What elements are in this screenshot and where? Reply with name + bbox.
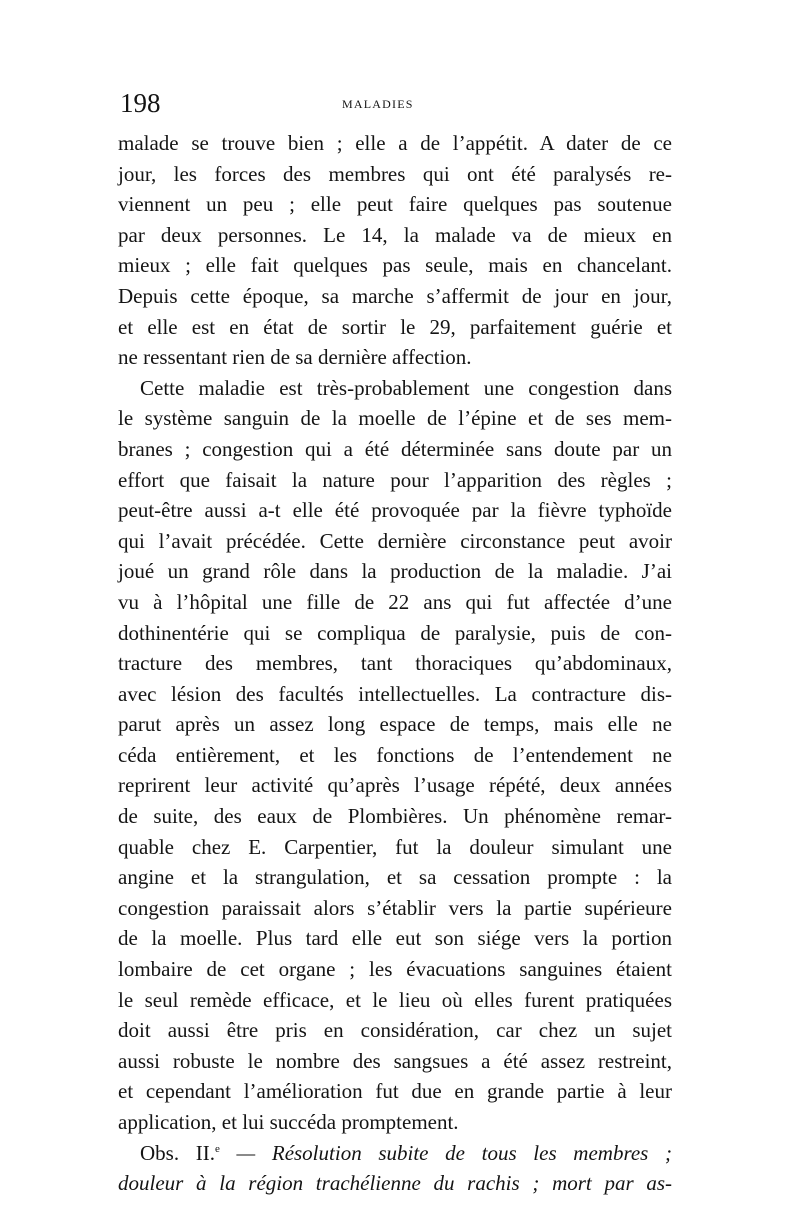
text-line: par deux personnes. Le 14, la malade va de mieux en <box>118 222 672 247</box>
text-line: peut-être aussi a-t elle été provoquée par la fièvre typhoïde <box>118 498 672 523</box>
observation-title: — Résolution subite de tous les membres ; <box>219 1140 672 1165</box>
body-text <box>118 128 672 1199</box>
text-line: joué un grand rôle dans la production de la maladie. J’ai <box>118 559 672 584</box>
text-line: qui l’avait précédée. Cette dernière circonstance peut avoir <box>118 528 672 553</box>
page-number: 198 <box>120 88 161 118</box>
text-line: branes ; congestion qui a été déterminée sans doute par un <box>118 436 672 461</box>
text-line: céda entièrement, et les fonctions de l’entendement ne <box>118 742 672 767</box>
running-head-title: MALADIES <box>342 97 414 111</box>
text-line: effort que faisait la nature pour l’apparition des règles ; <box>118 467 672 492</box>
text-line: et cependant l’amélioration fut due en grande partie à leur <box>118 1079 672 1104</box>
text-line: avec lésion des facultés intellectuelles. La contracture dis- <box>118 681 672 706</box>
observation-heading <box>118 1138 672 1169</box>
observation-label: Obs. II. <box>140 1140 215 1165</box>
text-line: de suite, des eaux de Plombières. Un phénomène remar- <box>118 804 672 829</box>
text-line: tracture des membres, tant thoraciques qu’abdominaux, <box>118 651 672 676</box>
text-line: lombaire de cet organe ; les évacuations sanguines étaient <box>118 957 672 982</box>
text-line: et elle est en état de sortir le 29, parfaitement guérie et <box>118 314 672 339</box>
text-line: viennent un peu ; elle peut faire quelques pas soutenue <box>118 192 672 217</box>
text-line: Cette maladie est très-probablement une congestion dans <box>140 375 672 400</box>
observation-superscript: e <box>214 1142 220 1155</box>
text-line: vu à l’hôpital une fille de 22 ans qui fut affectée d’une <box>118 589 672 614</box>
text-line: le système sanguin de la moelle de l’épine et de ses mem- <box>118 406 672 431</box>
text-line: doit aussi être pris en considération, car chez un sujet <box>118 1018 672 1043</box>
text-line: congestion paraissait alors s’établir vers la partie supérieure <box>118 895 672 920</box>
text-line: de la moelle. Plus tard elle eut son siége vers la portion <box>118 926 672 951</box>
text-line: malade se trouve bien ; elle a de l’appétit. A dater de ce <box>118 131 672 155</box>
text-line: ne ressentant rien de sa dernière affection. <box>118 345 472 370</box>
text-line: reprirent leur activité qu’après l’usage répété, deux années <box>118 773 672 798</box>
text-line: angine et la strangulation, et sa cessation prompte : la <box>118 865 672 890</box>
text-line: application, et lui succéda promptement. <box>118 1110 459 1134</box>
observation-title-continued: douleur à la région trachélienne du rachis ; mort par as- <box>118 1171 672 1196</box>
text-line: aussi robuste le nombre des sangsues a été assez restreint, <box>118 1048 672 1073</box>
running-head <box>118 88 672 118</box>
text-line: jour, les forces des membres qui ont été paralysés re- <box>118 161 672 186</box>
text-line: Depuis cette époque, sa marche s’affermit de jour en jour, <box>118 283 672 308</box>
text-line: le seul remède efficace, et le lieu où elles furent pratiquées <box>118 987 672 1012</box>
text-line: quable chez E. Carpentier, fut la douleur simulant une <box>118 834 672 859</box>
text-line: mieux ; elle fait quelques pas seule, mais en chancelant. <box>118 253 672 278</box>
text-line: dothinentérie qui se compliqua de paralysie, puis de con- <box>118 620 672 645</box>
text-line: parut après un assez long espace de temps, mais elle ne <box>118 712 672 737</box>
